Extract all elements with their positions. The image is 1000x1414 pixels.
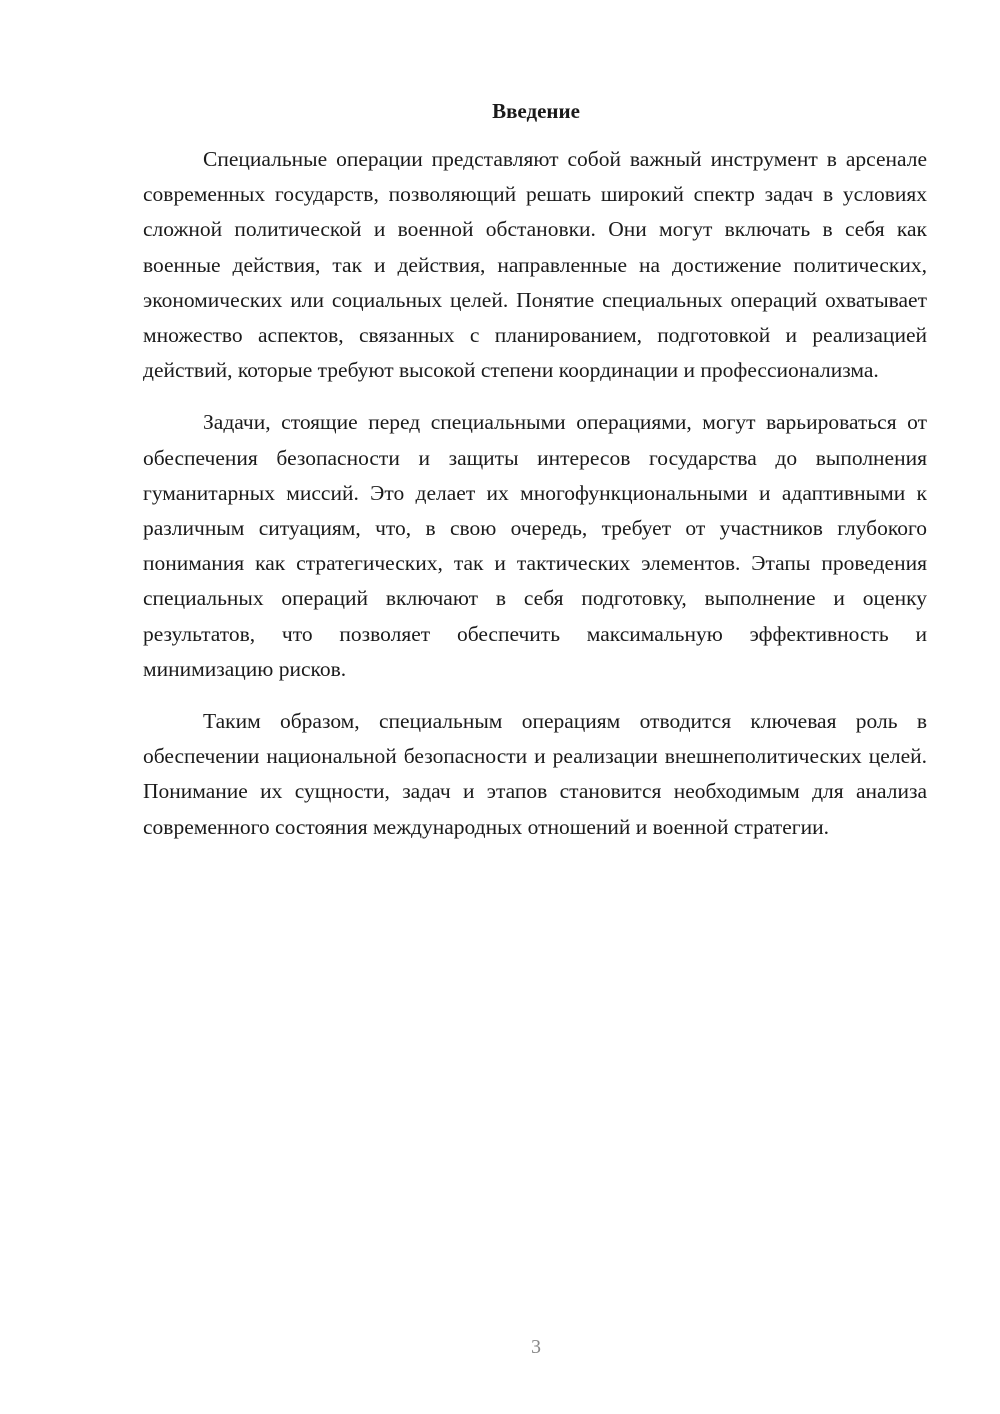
- paragraph-1: Специальные операции представляют собой важный инструмент в арсенале современных государств, позволяющий решать широкий спектр задач в условиях сложной политической и военной обстановки. Они могут включать в себя как военные действия, так и действия, направленные на достижение политических, экономических или социальных целей. Понятие специальных операций охватывает множество аспектов, связанных с планированием, подготовкой и реализацией действий, которые требуют высокой степени координации и профессионализма.: [143, 147, 927, 383]
- paragraph-2: Задачи, стоящие перед специальными операциями, могут варьироваться от обеспечения безопасности и защиты интересов государства до выполнения гуманитарных миссий. Это делает их многофункциональными и адаптивными к различным ситуациям, что, в свою очередь, требует от участников глубокого понимания как стратегических, так и тактических элементов. Этапы проведения специальных операций включают в себя подготовку, выполнение и оценку результатов, что позволяет обеспечить максимальную эффективность и минимизацию рисков.: [143, 410, 927, 681]
- paragraph-3: Таким образом, специальным операциям отводится ключевая роль в обеспечении национальной безопасности и реализации внешнеполитических целей. Понимание их сущности, задач и этапов становится необходимым для анализа современного состояния международных отношений и военной стратегии.: [143, 709, 927, 839]
- section-title: Введение: [492, 99, 580, 123]
- document-body: [143, 142, 927, 862]
- page-number: 3: [531, 1336, 541, 1358]
